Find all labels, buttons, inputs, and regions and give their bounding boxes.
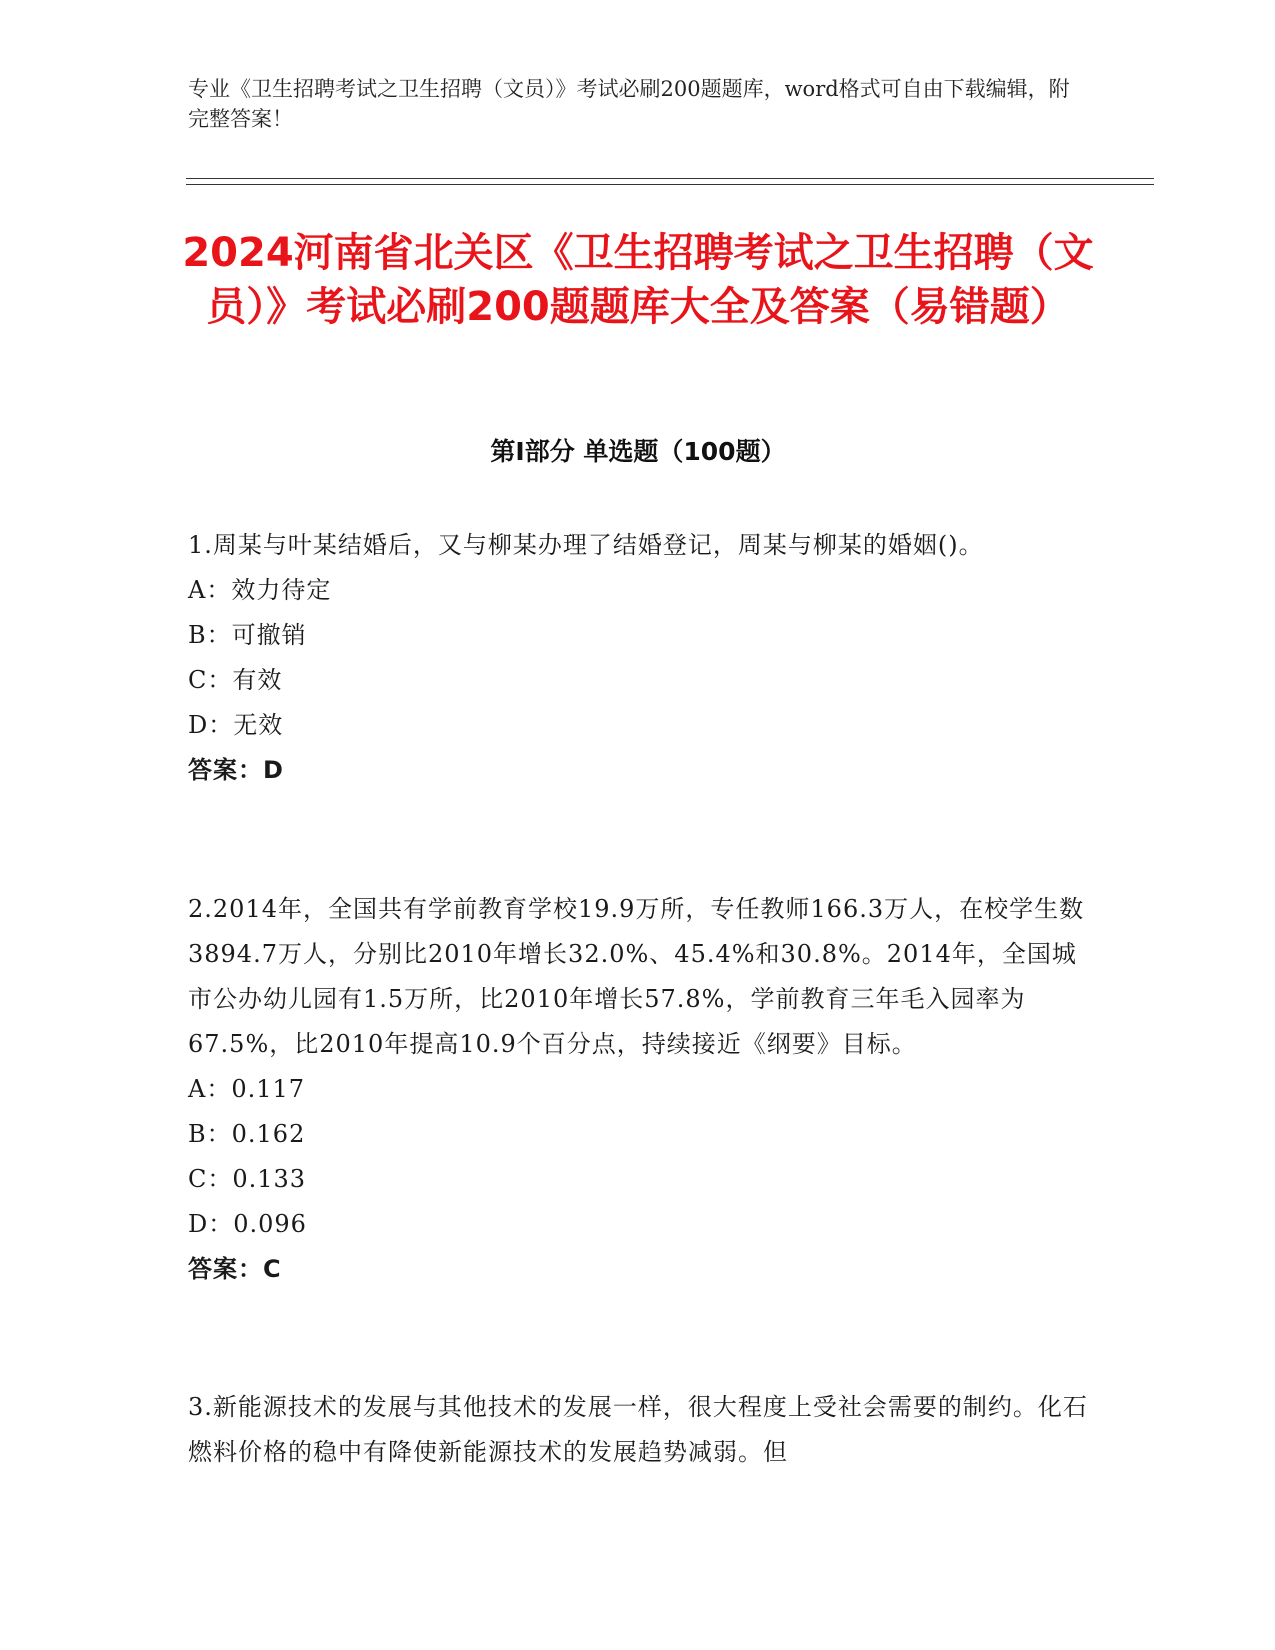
question-stem: 3.新能源技术的发展与其他技术的发展一样，很大程度上受社会需要的制约。化石燃料价格的稳中有降使新能源技术的发展趋势减弱。但 [188, 1393, 1088, 1466]
question-1 [188, 523, 1088, 793]
answer: 答案：C [188, 1255, 282, 1283]
section-heading: 第I部分 单选题（100题） [490, 437, 786, 466]
option-c: C：0.133 [188, 1165, 307, 1193]
option-c: C：有效 [188, 666, 283, 694]
question-2 [188, 887, 1088, 1292]
option-d: D：0.096 [188, 1210, 307, 1238]
option-b: B：可撤销 [188, 621, 307, 649]
document-title: 2024河南省北关区《卫生招聘考试之卫生招聘（文员）》考试必刷200题题库大全及答案（易错题） [182, 230, 1094, 330]
answer: 答案：D [188, 756, 284, 784]
option-b: B：0.162 [188, 1120, 306, 1148]
header-divider-second [186, 184, 1154, 185]
option-d: D：无效 [188, 711, 284, 739]
question-stem: 2.2014年，全国共有学前教育学校19.9万所，专任教师166.3万人，在校学生数3894.7万人，分别比2010年增长32.0%、45.4%和30.8%。2014年，全国城市公办幼儿园有1.5万所，比2010年增长57.8%，学前教育三年毛入园率为67.5%，比2010年提高10.9个百分点，持续接近《纲要》目标。 [188, 895, 1085, 1058]
header-note: 专业《卫生招聘考试之卫生招聘（文员）》考试必刷200题题库，word格式可自由下载编辑，附完整答案！ [188, 77, 1070, 131]
question-stem: 1.周某与叶某结婚后，又与柳某办理了结婚登记，周某与柳某的婚姻()。 [188, 531, 984, 559]
option-a: A：0.117 [188, 1075, 306, 1103]
header-divider [186, 178, 1154, 179]
question-3 [188, 1385, 1088, 1475]
option-a: A：效力待定 [188, 576, 332, 604]
